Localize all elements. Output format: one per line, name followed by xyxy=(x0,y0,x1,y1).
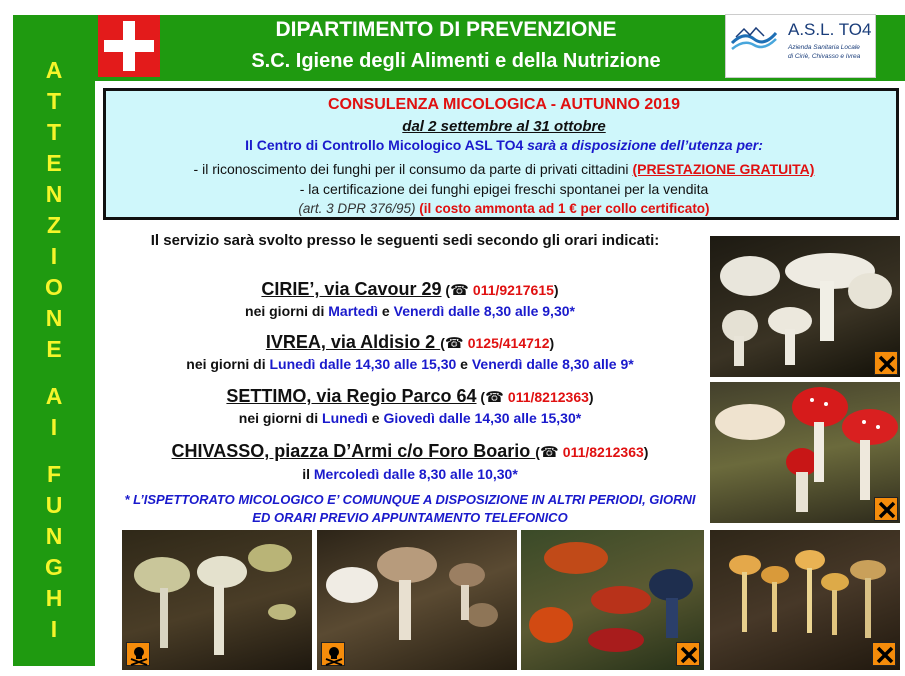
photo-fly-agaric xyxy=(710,382,900,523)
location-schedule: nei giorni di Lunedì dalle 14,30 alle 15,30 e Venerdì dalle 8,30 alle 9* xyxy=(186,356,634,372)
harmful-icon xyxy=(874,351,898,375)
photo-boletus-satanas xyxy=(521,530,704,670)
campaign-dates: dal 2 settembre al 31 ottobre xyxy=(402,118,606,135)
service-item-2: - la certificazione dei funghi epigei freschi spontanei per la vendita xyxy=(299,181,709,197)
side-letter: T xyxy=(46,119,62,145)
telephone-icon: ☎ xyxy=(485,389,508,406)
location-schedule: nei giorni di Martedì e Venerdì dalle 8,30 alle 9,30* xyxy=(245,303,575,319)
service-item-3: (art. 3 DPR 376/95) (il costo ammonta ad 1 € per collo certificato) xyxy=(298,201,710,216)
side-banner-letters xyxy=(13,55,95,645)
asl-name: A.S.L. TO4 xyxy=(788,20,872,39)
service-item-1: - il riconoscimento dei funghi per il consumo da parte di privati cittadini (PRESTAZIONE GRATUITA) xyxy=(193,161,815,177)
skull-crossbones-icon xyxy=(321,642,345,666)
telephone-icon: ☎ xyxy=(450,282,473,299)
location-title: SETTIMO, via Regio Parco 64 (☎ 011/8212363) xyxy=(226,386,594,406)
harmful-icon xyxy=(874,497,898,521)
side-letter: F xyxy=(46,461,62,487)
side-letter: N xyxy=(45,523,63,549)
info-box xyxy=(103,88,899,220)
telephone-icon: ☎ xyxy=(539,444,563,461)
phone-number[interactable]: 0125/414712 xyxy=(467,335,550,351)
photo-white-amanita xyxy=(710,236,900,377)
centro-line: Il Centro di Controllo Micologico ASL TO4 sarà a disposizione dell’utenza per: xyxy=(245,137,763,153)
side-letter: N xyxy=(45,305,63,331)
side-letter: N xyxy=(45,181,63,207)
side-letter: G xyxy=(45,554,63,580)
side-letter: A xyxy=(45,57,63,83)
side-letter: A xyxy=(45,383,63,409)
harmful-icon xyxy=(872,642,896,666)
location-title: CHIVASSO, piazza D’Armi c/o Foro Boario (☎ 011/8212363) xyxy=(171,441,649,461)
side-letter: I xyxy=(50,616,58,642)
asl-description: Azienda Sanitaria Locale di Ciriè, Chivasso e Ivrea xyxy=(788,44,861,60)
skull-crossbones-icon xyxy=(126,642,150,666)
piemonte-cross-logo xyxy=(98,15,160,77)
telephone-icon: ☎ xyxy=(444,335,468,352)
appointment-note: * L’ISPETTORATO MICOLOGICO E’ COMUNQUE A DISPOSIZIONE IN ALTRI PERIODI, GIORNI ED ORARI PREVIO APPUNTAMENTO TELEFONICO xyxy=(124,492,696,525)
side-letter: E xyxy=(46,150,62,176)
intro-text: Il servizio sarà svolto presso le seguenti sedi secondo gli orari indicati: xyxy=(150,232,660,249)
location-schedule: il Mercoledì dalle 8,30 alle 10,30* xyxy=(302,466,518,482)
location-title: CIRIE’, via Cavour 29 (☎ 011/9217615) xyxy=(261,279,559,299)
photo-cortinarius xyxy=(317,530,517,670)
asl-logo xyxy=(725,14,876,78)
asl-wave-icon xyxy=(730,25,778,55)
location-schedule: nei giorni di Lunedì e Giovedì dalle 14,30 alle 15,30* xyxy=(238,410,582,426)
side-letter: Z xyxy=(46,212,62,238)
side-letter: E xyxy=(46,336,62,362)
side-letter: H xyxy=(45,585,63,611)
side-letter: O xyxy=(45,274,63,300)
department-title: DIPARTIMENTO DI PREVENZIONE xyxy=(275,18,617,41)
photo-death-cap xyxy=(122,530,312,670)
phone-number[interactable]: 011/8212363 xyxy=(507,389,589,405)
campaign-title: CONSULENZA MICOLOGICA - AUTUNNO 2019 xyxy=(327,96,680,113)
harmful-icon xyxy=(676,642,700,666)
phone-number[interactable]: 011/8212363 xyxy=(562,444,644,460)
side-letter: I xyxy=(50,414,58,440)
photo-hypholoma xyxy=(710,530,900,670)
side-letter: I xyxy=(50,243,58,269)
location-title: IVREA, via Aldisio 2 (☎ 0125/414712) xyxy=(265,332,555,352)
department-subtitle: S.C. Igiene degli Alimenti e della Nutrizione xyxy=(251,50,661,72)
side-letter: T xyxy=(46,88,62,114)
side-banner xyxy=(13,15,95,666)
side-letter: U xyxy=(45,492,63,518)
phone-number[interactable]: 011/9217615 xyxy=(472,282,554,298)
